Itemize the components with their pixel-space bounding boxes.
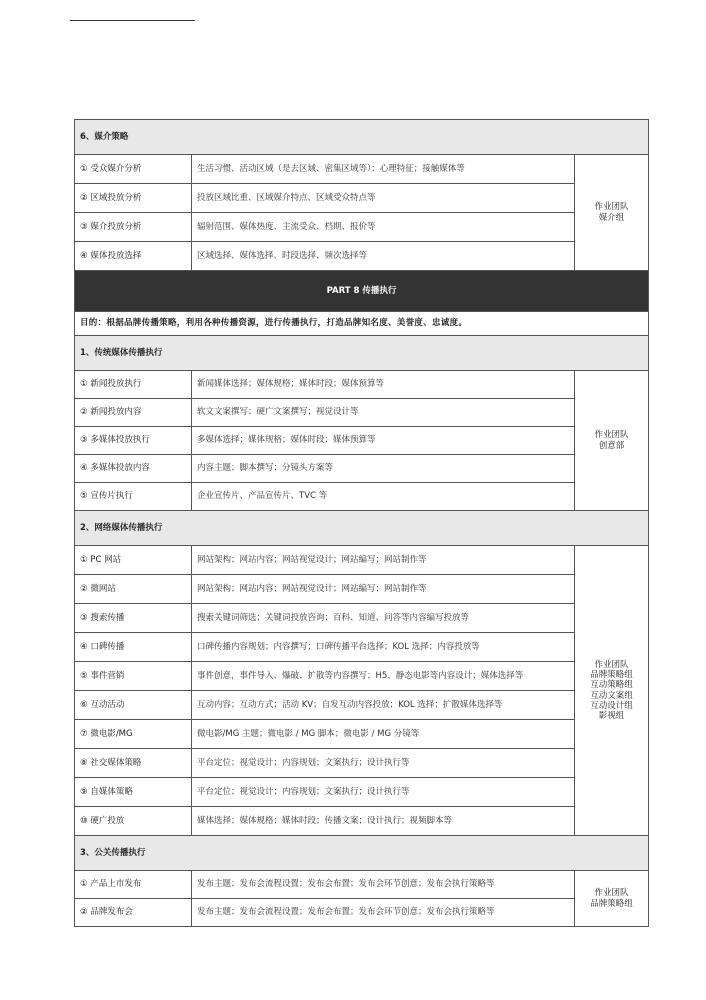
row-item: ① PC 网站 [75, 546, 192, 575]
row-item: ⑨ 自媒体策略 [75, 778, 192, 807]
team-label: 作业团队 [594, 430, 629, 441]
row-item: ② 新闻投放内容 [75, 399, 192, 427]
row-desc: 平台定位；视觉设计；内容规划；文案执行；设计执行等 [192, 749, 575, 778]
row-desc: 生活习惯、活动区域（是去区域、密集区域等）；心理特征；接触媒体等 [192, 155, 575, 184]
strategy-table [74, 119, 649, 927]
team-label: 作业团队 [594, 888, 629, 899]
row-item: ⑥ 互动活动 [75, 691, 192, 720]
team-cell [575, 155, 649, 271]
row-desc: 网站架构；网站内容；网站视觉设计；网站编写；网站制作等 [192, 575, 575, 604]
row-item: ① 新闻投放执行 [75, 371, 192, 399]
team-label: 媒介组 [598, 212, 625, 223]
row-item: ⑤ 宣传片执行 [75, 483, 192, 511]
row-item: ② 微网站 [75, 575, 192, 604]
row-item: ③ 搜索传播 [75, 604, 192, 633]
team-label: 创意部 [598, 440, 625, 451]
team-cell [575, 871, 649, 927]
row-item: ① 产品上市发布 [75, 871, 192, 899]
row-item: ③ 多媒体投放执行 [75, 427, 192, 455]
team-label: 影视组 [598, 710, 625, 721]
team-label: 作业团队 [594, 202, 629, 213]
row-item: ④ 多媒体投放内容 [75, 455, 192, 483]
row-desc: 内容主题；脚本撰写；分镜头方案等 [192, 455, 575, 483]
header-rule [70, 20, 195, 21]
row-desc: 新闻媒体选择；媒体规格；媒体时段；媒体预算等 [192, 371, 575, 399]
row-desc: 多媒体选择；媒体规格；媒体时段；媒体预算等 [192, 427, 575, 455]
section-title-traditional: 1、传统媒体传播执行 [75, 336, 649, 371]
row-desc: 辐射范围、媒体热度、主流受众、档期、报价等 [192, 213, 575, 242]
row-desc: 发布主题；发布会流程设置；发布会布置；发布会环节创意；发布会执行策略等 [192, 899, 575, 927]
team-label: 品牌策略组 [590, 898, 633, 909]
purpose-text: 目的：根据品牌传播策略，利用各种传播资源，进行传播执行，打造品牌知名度、美誉度、忠诚度。 [75, 312, 649, 336]
row-desc: 区域选择、媒体选择、时段选择、频次选择等 [192, 242, 575, 271]
row-item: ① 受众媒介分析 [75, 155, 192, 184]
team-cell [575, 546, 649, 836]
row-desc: 搜索关键词筛选；关键词投放咨询；百科、知道、问答等内容编写投放等 [192, 604, 575, 633]
row-desc: 软文文案撰写；硬广文案撰写；视觉设计等 [192, 399, 575, 427]
section-title-online: 2、网络媒体传播执行 [75, 511, 649, 546]
row-item: ⑦ 微电影/MG [75, 720, 192, 749]
row-item: ⑤ 事件营销 [75, 662, 192, 691]
team-label: 互动策略组 [590, 680, 633, 691]
team-label: 互动文案组 [590, 690, 633, 701]
row-item: ③ 媒介投放分析 [75, 213, 192, 242]
row-item: ② 区域投放分析 [75, 184, 192, 213]
row-desc: 企业宣传片、产品宣传片、TVC 等 [192, 483, 575, 511]
row-desc: 事件创意，事件导入、爆破、扩散等内容撰写；H5、静态电影等内容设计；媒体选择等 [192, 662, 575, 691]
row-item: ⑩ 硬广投放 [75, 807, 192, 836]
row-item: ② 品牌发布会 [75, 899, 192, 927]
row-item: ⑧ 社交媒体策略 [75, 749, 192, 778]
team-label: 品牌策略组 [590, 670, 633, 681]
section-title-media: 6、媒介策略 [75, 120, 649, 155]
row-desc: 投放区域比重、区域媒介特点、区域受众特点等 [192, 184, 575, 213]
row-desc: 媒体选择；媒体规格；媒体时段；传播文案；设计执行；视频脚本等 [192, 807, 575, 836]
row-desc: 微电影/MG 主题；微电影 / MG 脚本；微电影 / MG 分镜等 [192, 720, 575, 749]
row-item: ④ 媒体投放选择 [75, 242, 192, 271]
team-label: 互动设计组 [590, 700, 633, 711]
row-desc: 互动内容；互动方式；活动 KV；自发互动内容投放；KOL 选择；扩散媒体选择等 [192, 691, 575, 720]
row-desc: 平台定位；视觉设计；内容规划；文案执行；设计执行等 [192, 778, 575, 807]
row-item: ④ 口碑传播 [75, 633, 192, 662]
section-title-pr: 3、公关传播执行 [75, 836, 649, 871]
team-cell [575, 371, 649, 511]
team-label: 作业团队 [594, 659, 629, 670]
row-desc: 网站架构；网站内容；网站视觉设计；网站编写；网站制作等 [192, 546, 575, 575]
row-desc: 发布主题；发布会流程设置；发布会布置；发布会环节创意；发布会执行策略等 [192, 871, 575, 899]
part-banner: PART 8 传播执行 [75, 271, 649, 312]
row-desc: 口碑传播内容规划；内容撰写；口碑传播平台选择；KOL 选择；内容投放等 [192, 633, 575, 662]
